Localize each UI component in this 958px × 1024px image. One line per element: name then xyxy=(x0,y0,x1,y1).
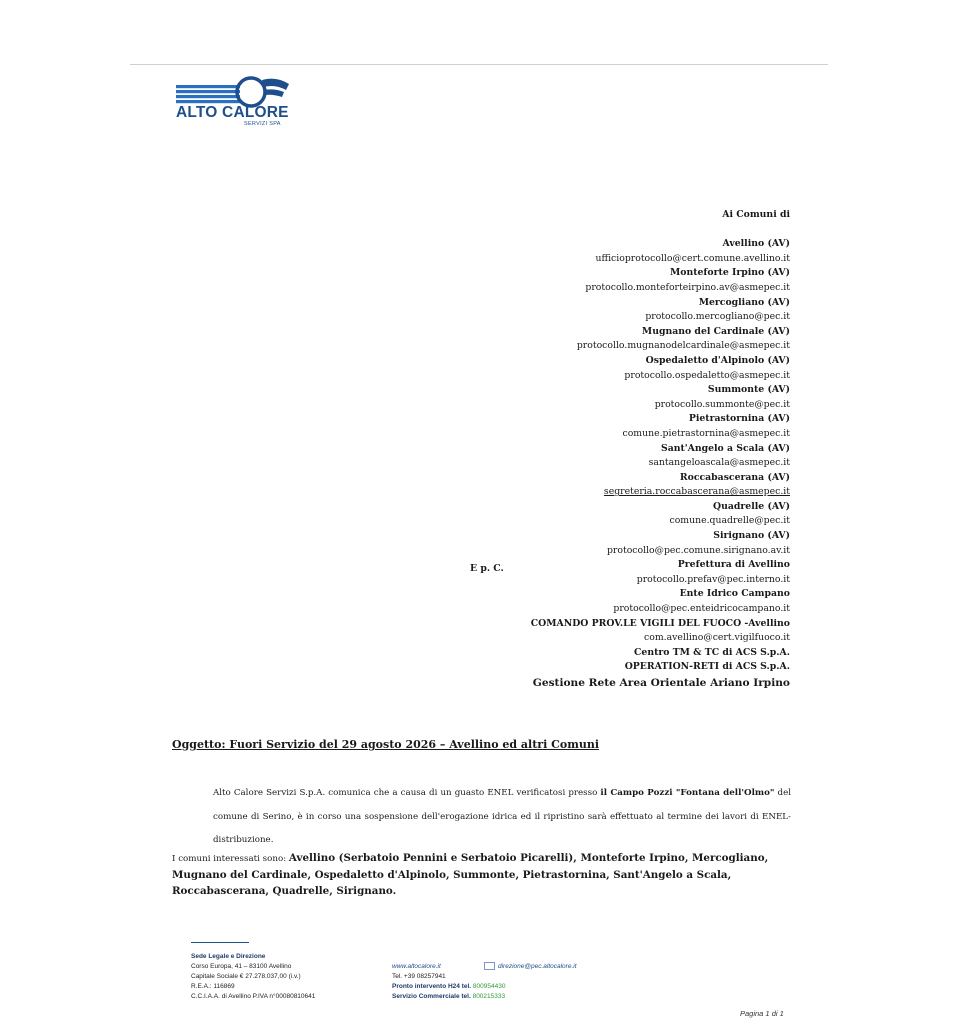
footer-left xyxy=(191,952,315,1002)
affected-comuni xyxy=(172,851,792,899)
recipient-name: Mugnano del Cardinale (AV) xyxy=(641,325,790,337)
recipient-name: Roccabascerana (AV) xyxy=(679,471,790,483)
recipients-header: Ai Comuni di xyxy=(722,209,790,220)
comuni-lead: I comuni interessati sono: xyxy=(172,854,289,864)
recipient-email[interactable]: segreteria.roccabascerana@asmepec.it xyxy=(603,486,790,498)
footer-pronto-number: 800954430 xyxy=(472,983,506,991)
logo-subtitle: SERVIZI SPA xyxy=(244,121,281,127)
epc-label: E p. C. xyxy=(470,563,504,574)
recipient-name: Quadrelle (AV) xyxy=(713,500,790,512)
recipient-email[interactable]: protocollo@pec.comune.sirignano.av.it xyxy=(606,544,790,556)
footer-pronto-label: Pronto intervento H24 tel. xyxy=(392,983,472,991)
body-paragraph xyxy=(213,782,791,853)
recipient-name: Sant'Angelo a Scala (AV) xyxy=(661,442,790,454)
footer-email[interactable]: direzione@pec.altocalore.it xyxy=(498,963,577,970)
top-rule xyxy=(130,64,828,65)
body-bold: il Campo Pozzi "Fontana dell'Olmo" xyxy=(600,788,775,798)
page-number: Pagina 1 di 1 xyxy=(740,1009,784,1018)
footer-tel: Tel. +39 08257941 xyxy=(392,973,446,981)
recipient-name: Ente Idrico Campano xyxy=(679,588,790,600)
body-text: del comune di Serino, è in corso una sospensione dell'erogazione idrica ed il ripristino sarà effettuato al termine dei lavori di ENEL-distribuzione. xyxy=(213,788,791,845)
recipients-block xyxy=(531,208,790,691)
recipient-email[interactable]: comune.pietrastornina@asmepec.it xyxy=(622,427,790,439)
subject-line: Oggetto: Fuori Servizio del 29 agosto 2026 – Avellino ed altri Comuni xyxy=(172,738,600,751)
recipient-email[interactable]: protocollo.summonte@pec.it xyxy=(654,398,790,410)
comuni-list: Avellino (Serbatoio Pennini e Serbatoio Picarelli), Monteforte Irpino, Mercogliano, Mugnano del Cardinale, Ospedaletto d'Alpinolo, Summonte, Pietrastornina, Sant'Angelo a Scala, Roccabascerana, Quadrelle, Sirignano. xyxy=(172,852,769,897)
footer-comm-label: Servizio Commerciale tel. xyxy=(392,993,471,1001)
recipient-name: Ospedaletto d'Alpinolo (AV) xyxy=(645,354,790,366)
recipient-name: Centro TM & TC di ACS S.p.A. xyxy=(634,646,790,658)
recipient-email[interactable]: protocollo.ospedaletto@asmepec.it xyxy=(624,369,790,381)
recipient-email[interactable]: protocollo.prefav@pec.interno.it xyxy=(636,573,790,585)
footer-comm-number: 800215333 xyxy=(472,993,506,1001)
recipient-email[interactable]: protocollo.mercogliano@pec.it xyxy=(645,311,790,323)
logo-wordmark: ALTO CALORE xyxy=(176,104,289,121)
recipient-email[interactable]: santangeloascala@asmepec.it xyxy=(648,457,790,469)
body-text: Alto Calore Servizi S.p.A. comunica che a causa di un guasto ENEL verificatosi presso xyxy=(213,788,601,798)
recipient-email[interactable]: protocollo@pec.enteidricocampano.it xyxy=(613,603,790,615)
footer-email-block xyxy=(484,962,577,972)
footer-rule xyxy=(191,942,249,943)
recipient-email[interactable]: comune.quadrelle@pec.it xyxy=(669,515,790,527)
recipient-name: Gestione Rete Area Orientale Ariano Irpino xyxy=(532,677,790,689)
recipient-email[interactable]: protocollo.mugnanodelcardinale@asmepec.it xyxy=(576,340,790,352)
footer-line: R.E.A.: 116869 xyxy=(191,983,235,991)
recipient-name: Prefettura di Avellino xyxy=(677,559,790,571)
footer-line: Corso Europa, 41 – 83100 Avellino xyxy=(191,963,292,971)
envelope-icon xyxy=(484,962,495,970)
recipient-email[interactable]: ufficioprotocollo@cert.comune.avellino.it xyxy=(595,252,790,264)
footer-title: Sede Legale e Direzione xyxy=(191,953,266,960)
recipient-name: Sirignano (AV) xyxy=(713,530,790,542)
recipient-email[interactable]: com.avellino@cert.vigilfuoco.it xyxy=(644,632,790,644)
footer-website[interactable]: www.altocalore.it xyxy=(392,963,441,970)
recipient-name: Summonte (AV) xyxy=(707,384,790,396)
recipient-email[interactable]: protocollo.monteforteirpino.av@asmepec.it xyxy=(585,281,790,293)
recipient-name: OPERATION-RETI di ACS S.p.A. xyxy=(624,661,790,673)
footer-line: Capitale Sociale € 27.278.037,00 (i.v.) xyxy=(191,973,301,981)
recipient-name: Monteforte Irpino (AV) xyxy=(669,267,790,279)
recipient-name: Pietrastornina (AV) xyxy=(688,413,790,425)
recipient-name: COMANDO PROV.LE VIGILI DEL FUOCO -Avellino xyxy=(530,617,790,629)
recipient-name: Mercogliano (AV) xyxy=(698,296,790,308)
footer-line: C.C.I.A.A. di Avellino P.IVA n°00080810641 xyxy=(191,993,316,1001)
recipient-name: Avellino (AV) xyxy=(722,238,790,250)
